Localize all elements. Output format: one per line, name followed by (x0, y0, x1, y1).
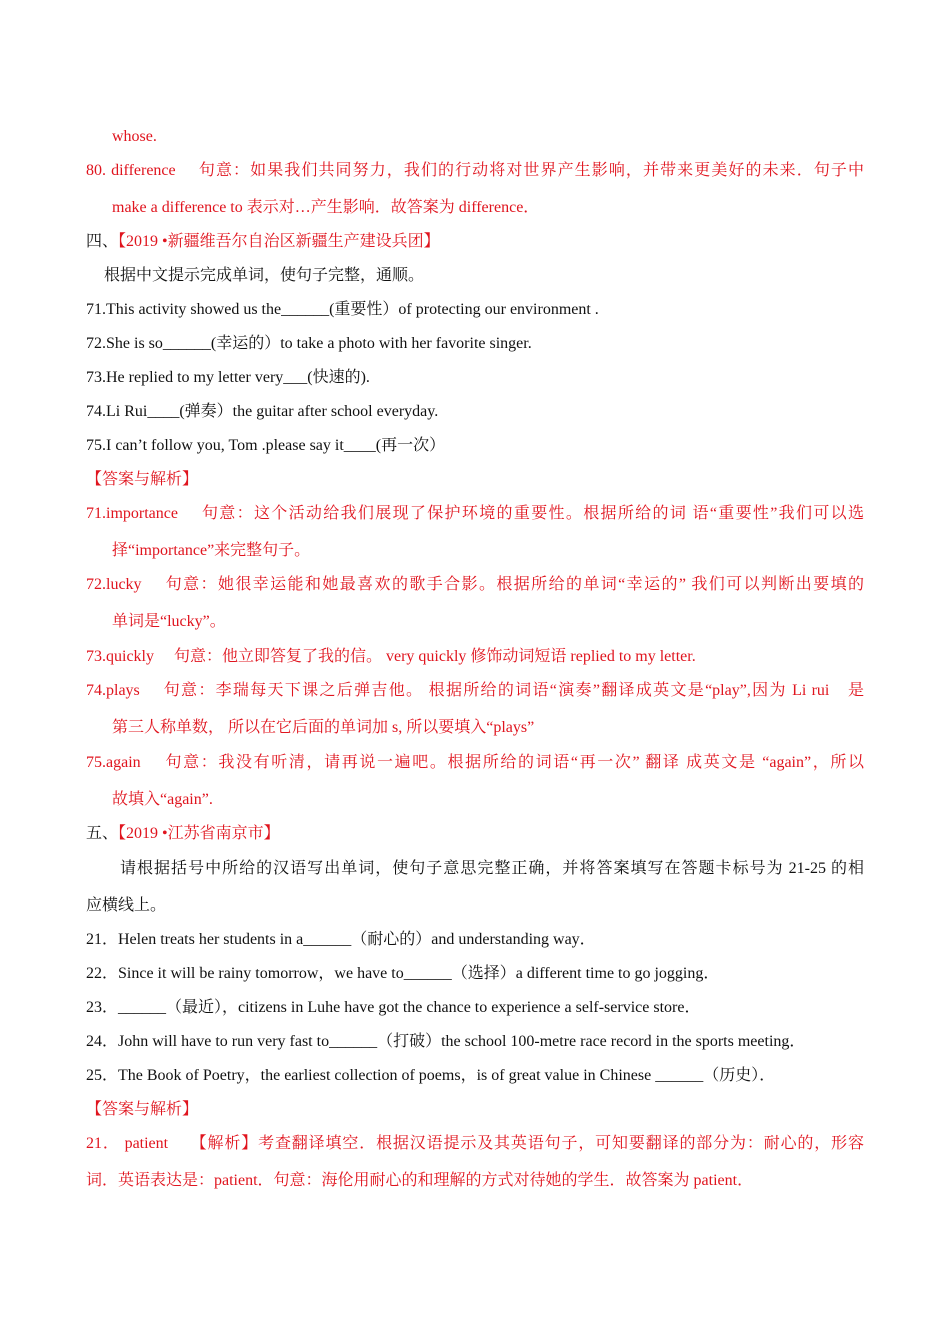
answer-75-line1: 75.again 句意：我没有听清，请再说一遍吧。根据所给的词语“再一次” 翻译 成英文是 “again”，所以 (86, 754, 864, 771)
question-75: 75.I can’t follow you, Tom .please say it____(再一次） (86, 437, 446, 454)
answer-80-line1: 80. difference 句意：如果我们共同努力，我们的行动将对世界产生影响，并带来更美好的未来．句子中 (86, 162, 864, 179)
answer-80-line2: make a difference to 表示对…产生影响．故答案为 difference． (112, 199, 540, 216)
section-4-source: 【2019 •新疆维吾尔自治区新疆生产建设兵团】 (118, 233, 440, 250)
answer-73-line1: 73.quickly 句意：他立即答复了我的信。 very quickly 修饰动词短语 replied to my letter. (86, 648, 696, 665)
section-4-header (86, 231, 864, 253)
question-25: 25．The Book of Poetry，the earliest collection of poems，is of great value in Chinese ______（历史）． (86, 1067, 776, 1084)
answer-21-line1: 21． patient 【解析】考查翻译填空．根据汉语提示及其英语句子，可知要翻译的部分为：耐心的，形容 (86, 1135, 864, 1152)
answer-75-line2: 故填入“again”. (112, 791, 213, 808)
question-24: 24．John will have to run very fast to______（打破）the school 100-metre race record in the sports meeting． (86, 1033, 806, 1050)
question-72: 72.She is so______(幸运的）to take a photo with her favorite singer. (86, 335, 532, 352)
question-71: 71.This activity showed us the______(重要性）of protecting our environment . (86, 301, 599, 318)
question-22: 22．Since it will be rainy tomorrow，we have to______（选择）a different time to go jogging． (86, 965, 720, 982)
section-4-instruction: 根据中文提示完成单词，使句子完整，通顺。 (104, 267, 425, 284)
question-21: 21．Helen treats her students in a______（耐心的）and understanding way． (86, 931, 596, 948)
section-5-number: 五、 (86, 825, 119, 842)
answer-21-line2: 词．英语表达是：patient．句意：海伦用耐心的和理解的方式对待她的学生．故答案为 patient． (86, 1172, 754, 1189)
section-5-instruction-line2: 应横线上。 (86, 897, 167, 914)
section-4-answer-title: 【答案与解析】 (86, 471, 199, 488)
answer-72-line1: 72.lucky 句意：她很幸运能和她最喜欢的歌手合影。根据所给的单词“幸运的” 我们可以判断出要填的 (86, 576, 864, 593)
answer-79-tail: whose. (112, 128, 157, 145)
answer-74-line1: 74.plays 句意：李瑞每天下课之后弹吉他。 根据所给的词语“演奏”翻译成英文是“play”,因为 Li rui 是 (86, 682, 864, 699)
section-5-instruction-line1: 请根据括号中所给的汉语写出单词，使句子意思完整正确，并将答案填写在答题卡标号为 21-25 的相 (120, 860, 864, 877)
answer-71-line2: 择“importance”来完整句子。 (112, 542, 311, 559)
question-74: 74.Li Rui____(弹奏）the guitar after school everyday. (86, 403, 439, 420)
section-5-answer-title: 【答案与解析】 (86, 1101, 199, 1118)
answer-72-line2: 单词是“lucky”。 (112, 613, 226, 630)
answer-74-line2: 第三人称单数， 所以在它后面的单词加 s, 所以要填入“plays” (112, 719, 535, 736)
section-4-number: 四、 (86, 233, 119, 250)
question-73: 73.He replied to my letter very___(快速的). (86, 369, 370, 386)
section-5-header (86, 823, 864, 845)
question-23: 23．______（最近），citizens in Luhe have got the chance to experience a self-service store． (86, 999, 701, 1016)
answer-71-line1: 71.importance 句意：这个活动给我们展现了保护环境的重要性。根据所给的词 语“重要性”我们可以选 (86, 505, 864, 522)
section-5-source: 【2019 •江苏省南京市】 (118, 825, 280, 842)
